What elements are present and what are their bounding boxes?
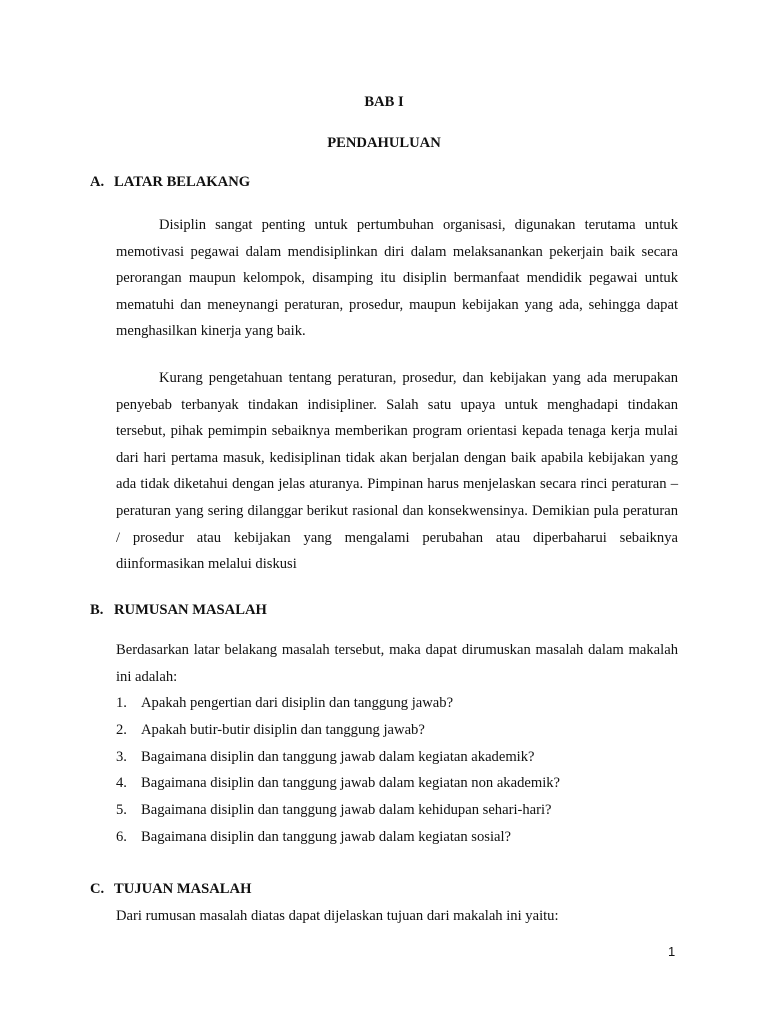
section-c-intro: Dari rumusan masalah diatas dapat dijelaskan tujuan dari makalah ini yaitu:: [116, 908, 559, 924]
list-item: [116, 770, 678, 797]
list-item-text: Bagaimana disiplin dan tanggung jawab dalam kegiatan non akademik?: [141, 775, 561, 792]
section-c-title: TUJUAN MASALAH: [114, 881, 252, 897]
page-number: 1: [668, 944, 676, 959]
list-item-number: 1.: [116, 695, 127, 711]
list-item-number: 5.: [116, 802, 127, 819]
section-a-paragraph-2: Kurang pengetahuan tentang peraturan, prosedur, dan kebijakan yang ada merupakan penyebab terbanyak tindakan indisipliner. Salah satu upaya untuk menghadapi tindakan tersebut, pihak pemimpin sebaiknya memberikan program orientasi kepada tenaga kerja mulai dari hari pertama masuk, kedisiplinan tidak akan berjalan dengan baik apabila kebijakan yang ada tidak diketahui dengan jelas aturanya. Pimpinan harus menjelaskan secara rinci peraturan – peraturan yang sering dilanggar berikut rasional dan konsekwensinya. Demikian pula peraturan / prosedur atau kebijakan yang mengalami perubahan atau diperbaharui sebaiknya diinformasikan melalui diskusi: [116, 370, 678, 573]
list-item-number: 6.: [116, 828, 127, 845]
section-a-title: LATAR BELAKANG: [114, 174, 251, 190]
problem-list: [116, 690, 678, 851]
section-b-letter: B.: [90, 602, 104, 618]
section-b-title: RUMUSAN MASALAH: [114, 602, 267, 618]
list-item-text: Apakah pengertian dari disiplin dan tanggung jawab?: [141, 695, 454, 711]
list-item: [116, 824, 678, 851]
list-item: [116, 744, 678, 771]
list-item-text: Bagaimana disiplin dan tanggung jawab dalam kegiatan sosial?: [141, 828, 512, 845]
list-item-text: Apakah butir-butir disiplin dan tanggung jawab?: [141, 721, 425, 738]
list-item-number: 3.: [116, 748, 127, 765]
list-item-number: 2.: [116, 721, 127, 738]
list-item: [116, 690, 678, 717]
section-b-intro: Berdasarkan latar belakang masalah tersebut, maka dapat dirumuskan masalah dalam makalah ini adalah:: [116, 642, 678, 685]
list-item-text: Bagaimana disiplin dan tanggung jawab dalam kehidupan sehari-hari?: [141, 802, 552, 819]
section-a-letter: A.: [90, 174, 105, 190]
section-b-heading: [90, 602, 267, 619]
list-item: [116, 797, 678, 824]
list-item: [116, 717, 678, 744]
chapter-title: PENDAHULUAN: [327, 135, 441, 151]
chapter-label: BAB I: [364, 94, 404, 110]
list-item-number: 4.: [116, 775, 127, 792]
section-c-heading: [90, 881, 251, 898]
section-a-paragraph-1: Disiplin sangat penting untuk pertumbuhan organisasi, digunakan terutama untuk memotivasi pegawai dalam mendisiplinkan diri dalam melaksanankan pekerjain baik secara perorangan maupun kelompok, disamping itu disiplin bermanfaat mendidik pegawai untuk mematuhi dan meneynangi peraturan, prosedur, maupun kebijakan yang ada, sehingga dapat menghasilkan kinerja yang baik.: [116, 217, 678, 340]
list-item-text: Bagaimana disiplin dan tanggung jawab dalam kegiatan akademik?: [141, 748, 535, 765]
section-a-heading: [90, 174, 250, 191]
section-c-letter: C.: [90, 881, 105, 897]
